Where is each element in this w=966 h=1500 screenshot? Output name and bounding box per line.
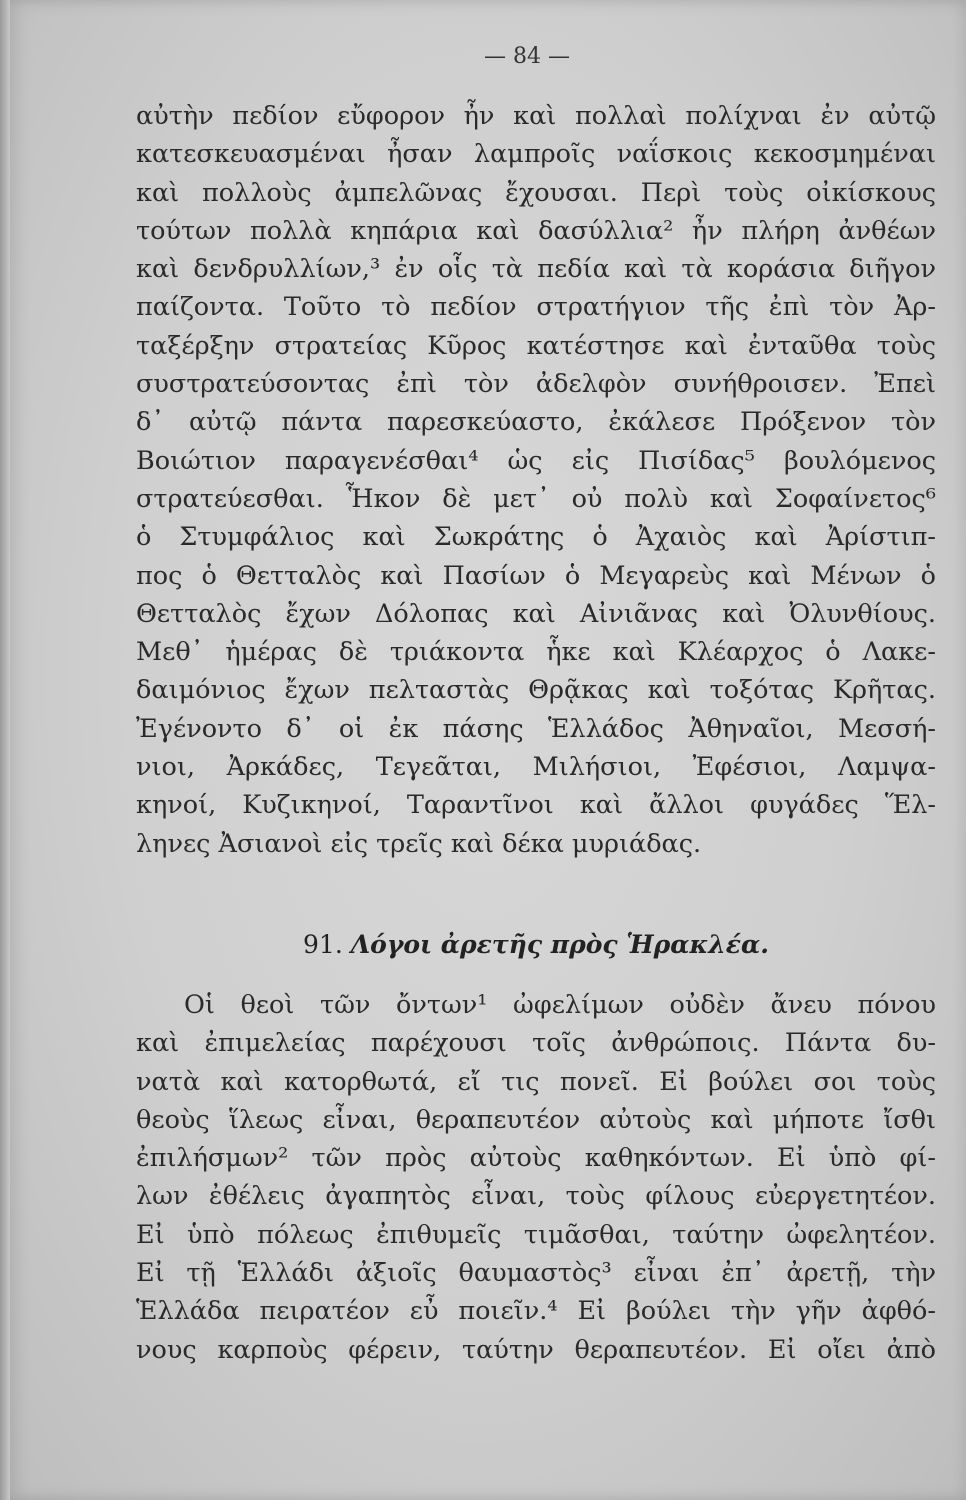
text-line: ἐπιλήσμων² τῶν πρὸς αὐτοὺς καθηκόντων. Εἰ ὑπὸ φί- — [136, 1143, 936, 1174]
text-line: κατεσκευασμέναι ἦσαν λαμπροῖς ναΐσκοις κεκοσμημέναι — [136, 139, 936, 170]
text-line: Βοιώτιον παραγενέσθαι⁴ ὡς εἰς Πισίδας⁵ βουλόμενος — [136, 445, 936, 476]
text-line: λων ἐθέλεις ἀγαπητὸς εἶναι, τοὺς φίλους εὐεργετητέον. — [136, 1181, 936, 1212]
text-line: Θετταλὸς ἔχων Δόλοπας καὶ Αἰνιᾶνας καὶ Ὀλυνθίους. — [136, 598, 936, 629]
text-line: Ἐγένοντο δ᾽ οἱ ἐκ πάσης Ἑλλάδος Ἀθηναῖοι, Μεσσή- — [136, 713, 936, 744]
text-line: παίζοντα. Τοῦτο τὸ πεδίον στρατήγιον τῆς ἐπὶ τὸν Ἀρ- — [136, 292, 936, 323]
text-line: δ᾽ αὐτῷ πάντα παρεσκεύαστο, ἐκάλεσε Πρόξενον τὸν — [136, 407, 936, 438]
text-line: ταξέρξην στρατείας Κῦρος κατέστησε καὶ ἐνταῦθα τοὺς — [136, 330, 936, 361]
text-line: Ἑλλάδα πειρατέον εὖ ποιεῖν.⁴ Εἰ βούλει τὴν γῆν ἀφθό- — [136, 1296, 936, 1327]
section-number: 91. — [303, 930, 343, 959]
passage-top — [136, 97, 936, 863]
text-line: Εἰ ὑπὸ πόλεως ἐπιθυμεῖς τιμᾶσθαι, ταύτην ὠφελητέον. — [136, 1219, 936, 1250]
text-line: αὐτὴν πεδίον εὔφορον ἦν καὶ πολλαὶ πολίχναι ἐν αὐτῷ — [136, 101, 936, 131]
text-line: καὶ πολλοὺς ἀμπελῶνας ἔχουσαι. Περὶ τοὺς οἰκίσκους — [136, 177, 936, 208]
text-line: καὶ ἐπιμελείας παρέχουσι τοῖς ἀνθρώποις. Πάντα δυ- — [136, 1028, 936, 1059]
text-line: ὁ Στυμφάλιος καὶ Σωκράτης ὁ Ἀχαιὸς καὶ Ἀρίστιπ- — [136, 522, 936, 553]
page-edge-shadow — [0, 0, 10, 1500]
passage-bottom — [136, 986, 936, 1369]
section-title: Λόγοι ἀρετῆς πρὸς Ἡρακλέα. — [350, 930, 769, 959]
text-line: τούτων πολλὰ κηπάρια καὶ δασύλλια² ἦν πλήρη ἀνθέων — [136, 215, 936, 246]
text-line: συστρατεύσοντας ἐπὶ τὸν ἀδελφὸν συνήθροισεν. Ἐπεὶ — [136, 369, 936, 400]
text-line: ληνες Ἀσιανοὶ εἰς τρεῖς καὶ δέκα μυριάδας. — [136, 828, 702, 859]
text-line: δαιμόνιος ἔχων πελταστὰς Θρᾷκας καὶ τοξότας Κρῆτας. — [136, 675, 936, 706]
text-line: νους καρποὺς φέρειν, ταύτην θεραπευτέον. Εἰ οἴει ἀπὸ — [136, 1334, 936, 1365]
text-line: νιοι, Ἀρκάδες, Τεγεᾶται, Μιλήσιοι, Ἐφέσιοι, Λαμψα- — [136, 752, 936, 783]
text-line: Εἰ τῇ Ἑλλάδι ἀξιοῖς θαυμαστὸς³ εἶναι ἐπ᾽ ἀρετῇ, τὴν — [136, 1258, 936, 1289]
text-line: πος ὁ Θετταλὸς καὶ Πασίων ὁ Μεγαρεὺς καὶ Μένων ὁ — [136, 560, 936, 591]
section-heading — [136, 930, 936, 959]
text-line: στρατεύεσθαι. Ἧκον δὲ μετ᾽ οὐ πολὺ καὶ Σοφαίνετος⁶ — [136, 483, 936, 514]
text-line: καὶ δενδρυλλίων,³ ἐν οἷς τὰ πεδία καὶ τὰ κοράσια διῆγον — [136, 254, 936, 285]
text-line: κηνοί, Κυζικηνοί, Ταραντῖνοι καὶ ἄλλοι φυγάδες Ἕλ- — [136, 790, 936, 821]
page-number: — 84 — — [484, 44, 570, 69]
text-line: Μεθ᾽ ἡμέρας δὲ τριάκοντα ἧκε καὶ Κλέαρχος ὁ Λακε- — [136, 637, 936, 668]
text-line: Οἱ θεοὶ τῶν ὄντων¹ ὠφελίμων οὐδὲν ἄνευ πόνου — [184, 990, 936, 1020]
text-line: θεοὺς ἵλεως εἶναι, θεραπευτέον αὐτοὺς καὶ μήποτε ἴσθι — [136, 1104, 936, 1135]
text-line: νατὰ καὶ κατορθωτά, εἴ τις πονεῖ. Εἰ βούλει σοι τοὺς — [136, 1066, 936, 1097]
